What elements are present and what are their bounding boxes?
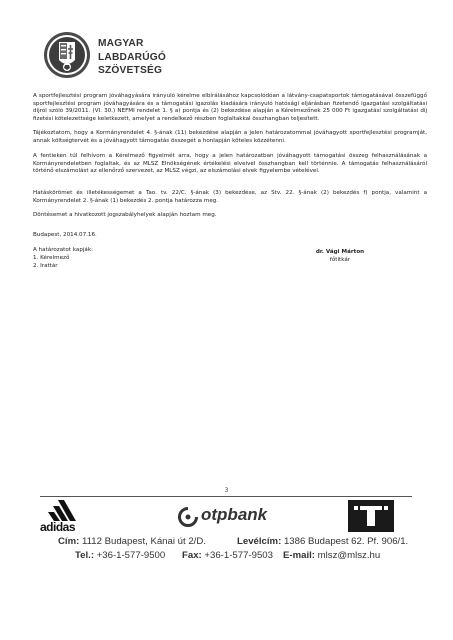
adidas-logo: adidas	[40, 500, 102, 534]
recipient-item: 2. Irattár	[33, 263, 58, 269]
paragraph-decision: Döntésemet a hivatkozott jogszabályhelyek alapján hoztam meg.	[33, 212, 217, 218]
recipient-item: 1. Kérelmező	[33, 255, 70, 261]
signatory-name: dr. Vági Márton	[315, 249, 365, 255]
footer-divider	[40, 496, 412, 497]
footer-fax: Fax: +36-1-577-9503	[182, 550, 273, 561]
footer-email: E-mail: mlsz@mlsz.hu	[283, 550, 381, 561]
footer-address: Cím: 1112 Budapest, Kánai út 2/D.	[58, 536, 206, 547]
page-number: 3	[224, 488, 229, 494]
paragraph-fee: A sportfejlesztési program jóváhagyására irányuló kérelme elbírálásához kapcsolódóan a látvány-csapatsportok támogatásával összefüggő sportfejlesztési program jóváhagyására és a támogatási igazolás kiadására irányuló hatósági eljárásban fizetendő igazgatási szolgáltatási díjról szóló 39/2011. (VI. 30.) NEFMI rendelet 1. § a) pontja és (2) bekezdése alapján a Kérelmezőnek 25 000 Ft igazgatási szolgáltatási díj fizetési kötelezettsége keletkezett, amelyet a rendelkező részben foglaltakkal összhangban teljesített.	[33, 93, 427, 123]
mlsz-emblem-icon	[43, 30, 91, 80]
document-date: Budapest, 2014.07.16.	[33, 232, 97, 238]
footer-phone: Tel.: +36-1-577-9500	[75, 550, 166, 561]
recipients-title: A határozatot kapják:	[33, 247, 93, 253]
paragraph-publication: Tájékoztatom, hogy a Kormányrendelet 4. §-ának (11) bekezdése alapján a jelen határozatommal jóváhagyott sportfejlesztési programját, annak költségtervét és a jóváhagyott támogatás összegét a honlapján köteles közzétenni.	[33, 130, 427, 144]
signature-block	[295, 249, 385, 264]
otpbank-logo: otpbank	[178, 505, 290, 529]
paragraph-competence: Hatáskörömet és illetékességemet a Tao. tv. 22/C. §-ának (3) bekezdése, az Stv. 22. §-ának (2) bekezdés f) pontja, valamint a Kormányrendelet 2. §-ának (1) bekezdés 2. pontja határozza meg.	[33, 190, 427, 204]
footer-mailing-address: Levélcím: 1386 Budapest 62. Pf. 906/1.	[237, 536, 409, 547]
signatory-title: főtitkár	[329, 256, 351, 263]
otp-swirl-icon	[178, 507, 198, 527]
telekom-t-icon	[348, 500, 394, 532]
paragraph-usage: A fentieken túl felhívom a Kérelmező figyelmét arra, hogy a jelen határozatban jóváhagyott támogatási összeg felhasználásának a Kormányrendeletben foglaltak, és az MLSZ Elnökségének értékelési elveivel összhangban kell történnie. A támogatás felhasználásáról történő elszámolást az ellenőrző szervezet, az MLSZ végzi, az elszámolási elvek figyelembe vételével.	[33, 153, 427, 175]
organization-name: MAGYAR LABDARÚGÓ SZÖVETSÉG	[98, 38, 167, 77]
telekom-logo	[348, 500, 394, 532]
adidas-stripes-icon	[40, 500, 102, 522]
